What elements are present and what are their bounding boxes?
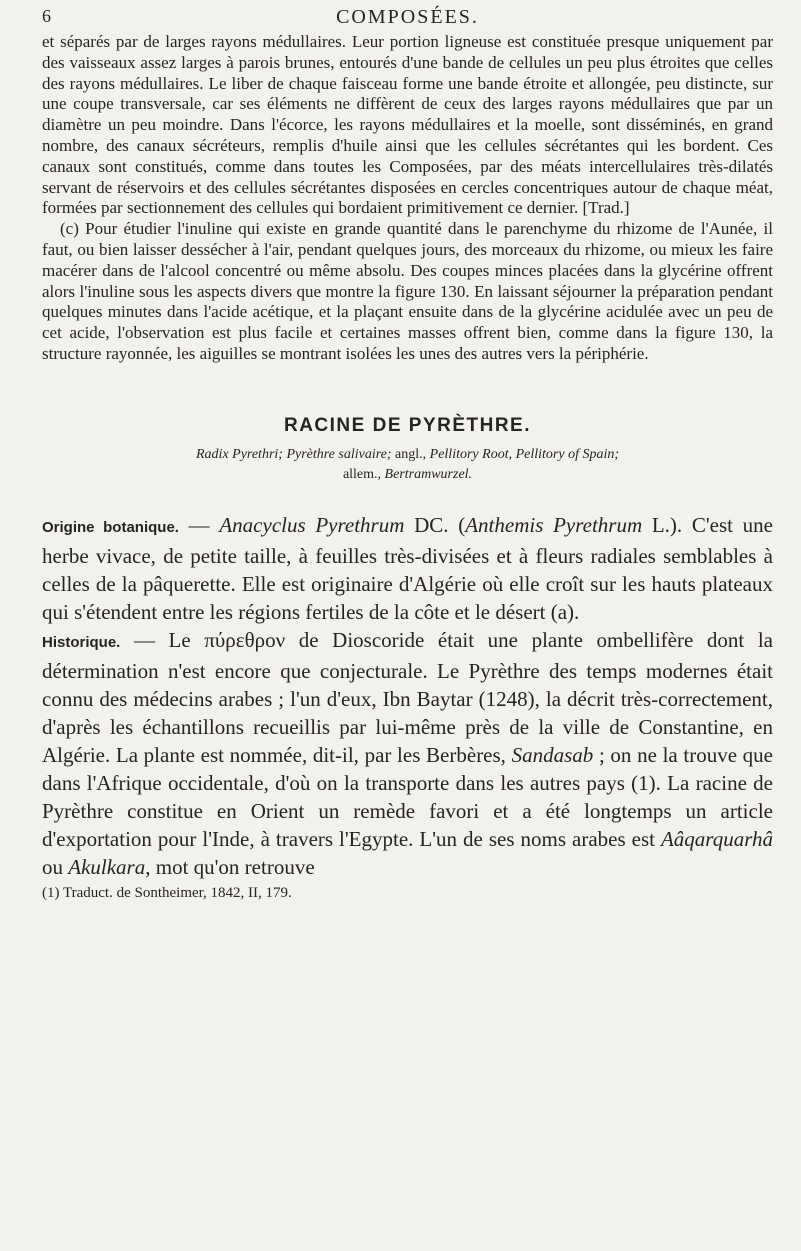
synonyms-line [42, 445, 773, 485]
paragraph-historique [42, 626, 773, 881]
origine-dash: — [178, 512, 220, 537]
running-head [42, 6, 773, 32]
historique-text-b: ; on ne la trouve que dans l'Afrique occidentale, d'où on la transporte dans les autres pays (1). La racine de Pyrèthre constitue en Orient un remède favori et a été longtemps un article d'exportation pour l'Inde, à travers l'Egypte. L'un de ses noms arabes est [42, 742, 774, 851]
paragraph-origine [42, 511, 773, 626]
species-name: Anacyclus Pyrethrum [219, 512, 405, 537]
page-number: 6 [42, 6, 53, 26]
synonym-english: Pellitory Root, Pellitory of Spain; [429, 446, 620, 462]
synonym-engl-label: angl., [391, 446, 430, 462]
synonym-german: Bertramwurzel. [384, 466, 473, 482]
origine-label: Origine botanique. [42, 518, 179, 536]
origine-text: L.). C'est une herbe vivace, de petite taille, à feuilles très-divisées et à fleurs radiales semblables à celles de la pâquerette. Elle est originaire d'Algérie où elle croît sur les hauts plateaux qui s'étendent entre les régions fertiles de la côte et le désert (a). [42, 512, 773, 624]
paragraph-intro-2: (c) Pour étudier l'inuline qui existe en grande quantité dans le parenchyme du rhizome de l'Aunée, il faut, ou bien laisser dessécher à l'air, pendant quelques jours, des morceaux du rhizome, ou mieux les faire macérer dans de l'alcool concentré ou même absolu. Des coupes minces placées dans la glycérine offrent alors l'inuline sous les aspects divers que montre la figure 130. En laissant séjourner la préparation pendant quelques minutes dans l'acide acétique, et la plaçant ensuite dans de la glycérine acidulée avec un peu de cet acide, l'observation est plus facile et certaines masses offrent bien, comme dans la figure 130, la structure rayonnée, les aiguilles se montrant isolées les unes des autres vers la périphérie. [42, 219, 773, 363]
paragraph-intro-1: et séparés par de larges rayons médullaires. Leur portion ligneuse est constituée presque uniquement par des vaisseaux assez larges à parois brunes, entourés d'une bande de cellules un peu plus étroites que celles des rayons médullaires. Le liber de chaque faisceau forme une bande étroite et allongée, peu distincte, sur une coupe transversale, car ses éléments ne diffèrent de ceux des larges rayons médullaires que par un diamètre un peu moindre. Dans l'écorce, les rayons médullaires et la moelle, sont disséminés, en grand nombre, des canaux sécréteurs, remplis d'huile ainsi que les cellules sécrétantes qui les bordent. Ces canaux sont constitués, comme dans toutes les Composées, par des méats intercellulaires très-dilatés servant de réservoirs et des cellules sécrétantes disposées en cercles concentriques autour de chaque méat, formées par sectionnement des cellules qui bordaient primitivement ce dernier. [Trad.] [42, 32, 773, 218]
running-title: COMPOSÉES. [336, 6, 479, 28]
historique-text-c: ou [42, 854, 69, 879]
synonym-allem-label: allem., [342, 466, 385, 482]
historique-label: Historique. [42, 633, 121, 651]
footnote: (1) Traduct. de Sontheimer, 1842, II, 179. [42, 884, 292, 901]
berber-name: Sandasab [511, 742, 594, 767]
historique-text-d: , mot qu'on retrouve [145, 854, 315, 879]
arabic-name-1: Aâqarquarhâ [660, 826, 773, 851]
arabic-name-2: Akulkara [68, 854, 146, 879]
species-synonym: Anthemis Pyrethrum [465, 512, 643, 537]
synonym-latin: Radix Pyrethri; Pyrèthre salivaire; [195, 446, 392, 462]
historique-text-a: — Le πύρεθρον de Dioscoride était une plante ombellifère dont la détermination n'est encore que conjecturale. Le Pyrèthre des temps modernes était connu des médecins arabes ; l'un d'eux, Ibn Baytar (1248), la décrit très-correctement, d'après les échantillons recueillis par lui-même près de la ville de Constantine, en Algérie. La plante est nommée, dit-il, par les Berbères, [42, 627, 773, 767]
species-author: DC. ( [404, 512, 466, 537]
section-title: RACINE DE PYRÈTHRE. [283, 414, 532, 436]
